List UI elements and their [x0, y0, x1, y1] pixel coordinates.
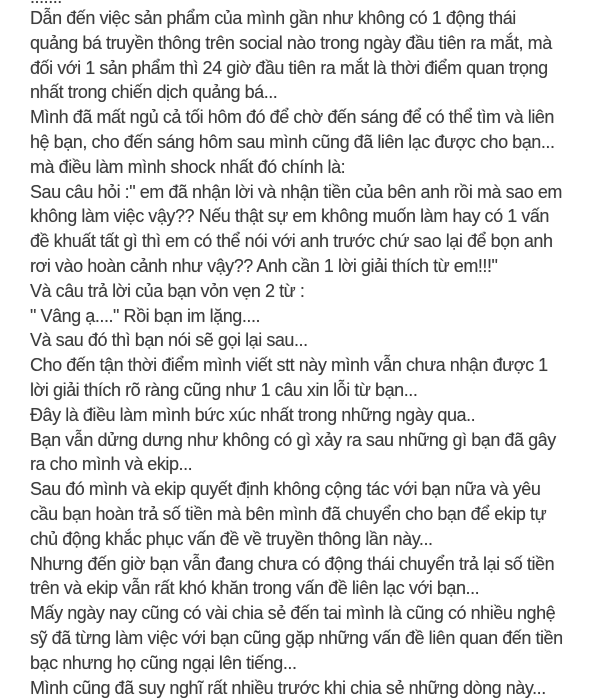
text-line: cầu bạn hoàn trả số tiền mà bên mình đã chuyển cho bạn để ekip tự	[30, 503, 547, 524]
text-line: Sau câu hỏi :" em đã nhận lời và nhận tiền của bên anh rồi mà sao em	[30, 181, 562, 202]
text-line: đề khuất tất gì thì em có thể nói với anh trước chứ sao lại để bọn anh	[30, 231, 553, 252]
text-line: Mình đã mất ngủ cả tối hôm đó để chờ đến sáng để có thể tìm và liên	[30, 107, 554, 128]
text-line: trên và ekip vẫn rất khó khăn trong vấn đề liên lạc với bạn...	[30, 578, 480, 599]
text-line: ra cho mình và ekip...	[30, 454, 193, 475]
post-body-text	[30, 6, 607, 700]
post-lines	[30, 6, 607, 676]
text-line: hệ bạn, cho đến sáng hôm sau mình cũng đã liên lạc được cho bạn...	[30, 131, 555, 152]
text-line: rơi vào hoàn cảnh như vậy?? Anh cần 1 lời giải thích từ em!!!"	[30, 255, 498, 276]
text-line: Cho đến tận thời điểm mình viết stt này mình vẫn chưa nhận được 1	[30, 355, 548, 376]
text-line: lời giải thích rõ ràng cũng như 1 câu xin lỗi từ bạn...	[30, 379, 418, 400]
text-line: bạc nhưng họ cũng ngại lên tiếng...	[30, 652, 297, 673]
truncated-last-line: Mình cũng đã suy nghĩ rất nhiều trước khi chia sẻ những dòng này...	[30, 677, 546, 698]
text-line: Và sau đó thì bạn nói sẽ gọi lại sau...	[30, 330, 308, 351]
text-line: Nhưng đến giờ bạn vẫn đang chưa có động thái chuyển trả lại số tiền	[30, 553, 555, 574]
text-line: chủ động khắc phục vấn đề về truyền thông lần này...	[30, 528, 433, 549]
text-line: Dẫn đến việc sản phẩm của mình gần như không có 1 động thái	[30, 8, 516, 28]
text-line: đối với 1 sản phẩm thì 24 giờ đầu tiên ra mắt là thời điểm quan trọng	[30, 57, 548, 78]
text-line: không làm việc vậy?? Nếu thật sự em không muốn làm hay có 1 vấn	[30, 206, 549, 227]
text-line: quảng bá truyền thông trên social nào trong ngày đầu tiên ra mắt, mà	[30, 32, 552, 53]
text-line: Và câu trả lời của bạn vỏn vẹn 2 từ :	[30, 280, 305, 301]
text-line: Đây là điều làm mình bức xúc nhất trong những ngày qua..	[30, 404, 476, 425]
text-line: Bạn vẫn dửng dưng như không có gì xảy ra sau những gì bạn đã gây	[30, 429, 556, 450]
text-line: mà điều làm mình shock nhất đó chính là:	[30, 156, 346, 177]
text-line: Sau đó mình và ekip quyết định không cộng tác với bạn nữa và yêu	[30, 479, 541, 500]
text-line: sỹ đã từng làm việc với bạn cũng gặp những vấn đề liên quan đến tiền	[30, 627, 563, 648]
text-line: Mấy ngày nay cũng có vài chia sẻ đến tai mình là cũng có nhiều nghệ	[30, 603, 556, 624]
text-line: " Vâng ạ...." Rồi bạn im lặng....	[30, 305, 261, 326]
text-line: nhất trong chiến dịch quảng bá...	[30, 82, 278, 103]
